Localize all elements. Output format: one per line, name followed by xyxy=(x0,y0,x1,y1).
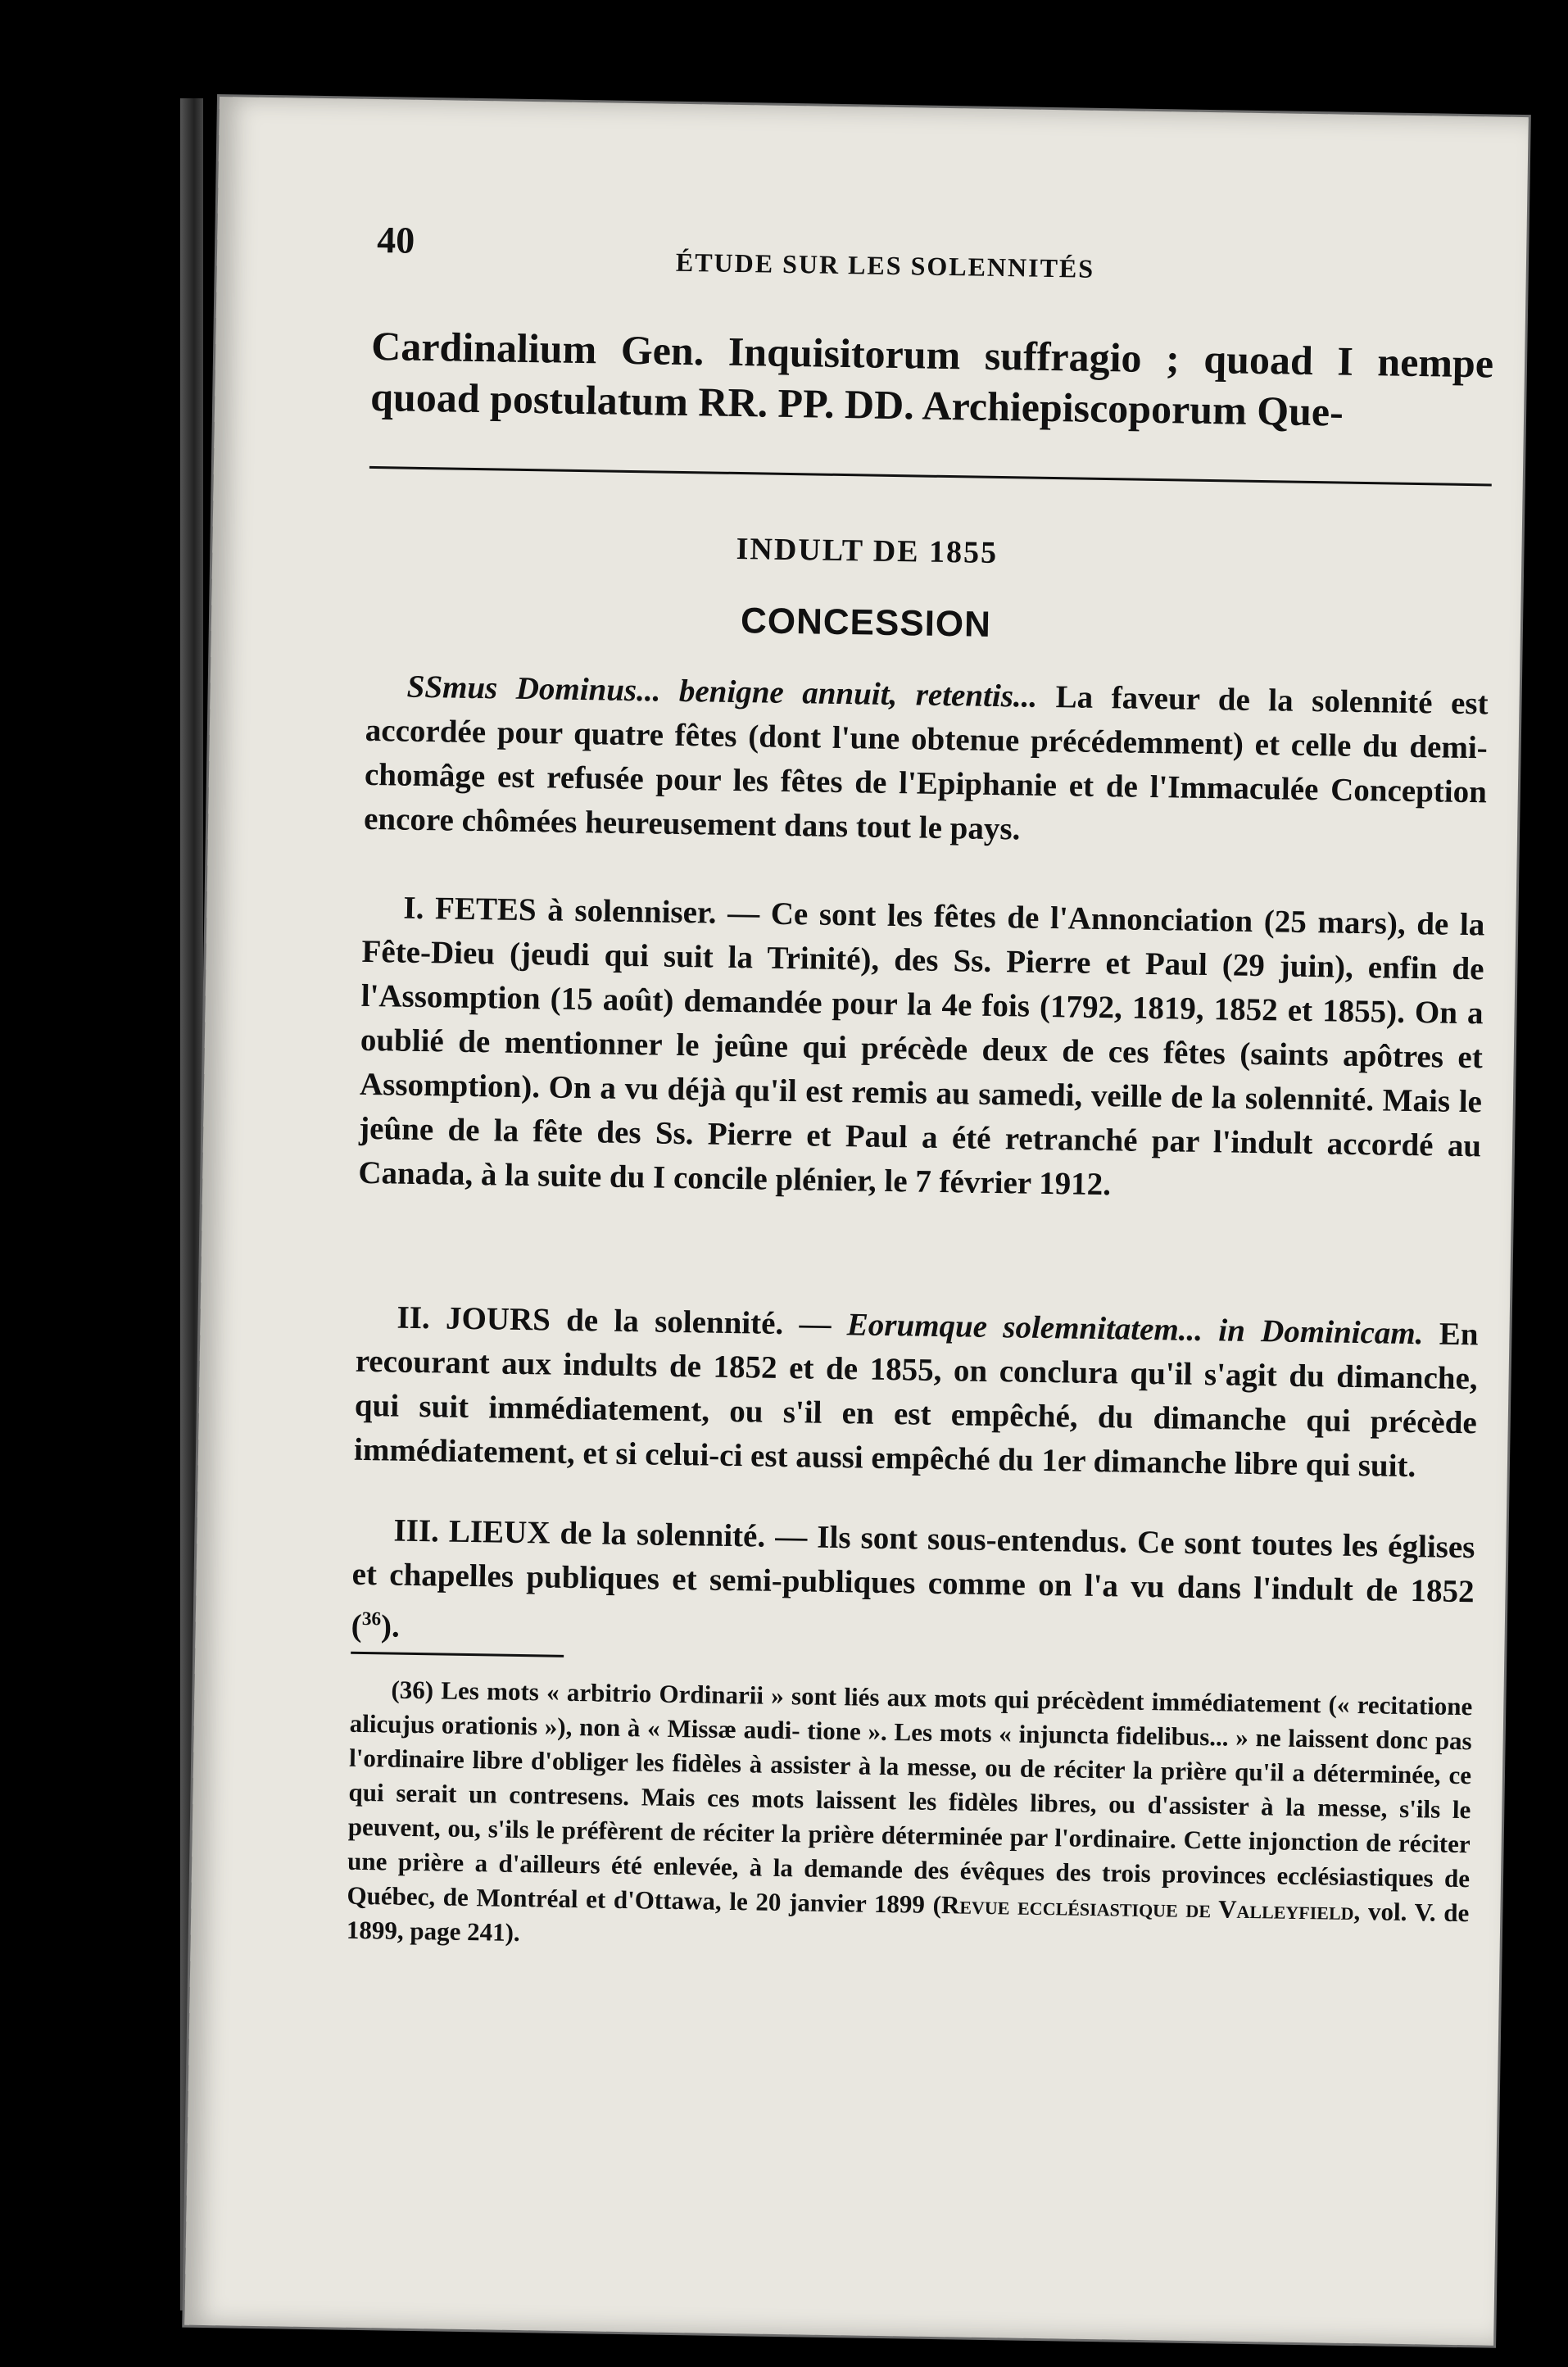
book-page xyxy=(184,97,1529,2346)
section-lieux xyxy=(351,1508,1475,1666)
continuation-text: Cardinalium Gen. Inquisitorum suffragio ; quoad I nempe quoad postulatum RR. PP. DD. Archiepiscoporum Que- xyxy=(369,322,1494,435)
section-fetes xyxy=(358,886,1485,1213)
intro-text: La faveur de la solennité est accordée pour quatre fêtes (dont l'une obtenue précédemment) et celle du demi-chomâge est refusée pour les fêtes de l'Epiphanie et de l'Immaculée Conception encore chômées heureusement dans tout le pays. xyxy=(363,678,1489,847)
page-number: 40 xyxy=(376,219,415,261)
intro-latin: SSmus Dominus... benigne annuit, retentis... xyxy=(406,669,1038,714)
footnote-text: (36) Les mots « arbitrio Ordinarii » sont liés aux mots qui précèdent immédiatement (« recitatione alicujus orationis »), non à « Missæ audi- tione ». Les mots « injuncta fidelibus... » ne laissent donc pas l'ordinaire libre d'obliger les fidèles à assister à la messe, ou de réciter la prière qu'il a déterminée, ce qui serait un contresens. Mais ces mots laissent les fidèles libres, ou d'assister à la messe, s'ils le peuvent, ou, s'ils le préfèrent de réciter la prière déterminée par l'ordinaire. Cette injonction de réciter une prière a d'ailleurs été enlevée, à la demande des évêques des trois provinces ecclésiastiques de Québec, de Montréal et d'Ottawa, le 20 janvier 1899 ( xyxy=(347,1675,1473,1920)
indult-title: INDULT DE 1855 xyxy=(736,531,999,570)
footnote-ref: 36 xyxy=(361,1607,382,1630)
section-fetes-text: — Ce sont les fêtes de l'Annonciation (25 mars), de la Fête-Dieu (jeudi qui suit la Trinité), des Ss. Pierre et Paul (29 juin), enfin de l'Assomption (15 août) demandée pour la 4e fois (1792, 1819, 1852 et 1855). On a oublié de mentionner le jeûne qui précède deux de ces fêtes (saints apôtres et Assomption). On a vu déjà qu'il est remis au samedi, veille de la solennité. Mais le jeûne de la fête des Ss. Pierre et Paul a été retranché par l'indult accordé au Canada, à la suite du I concile plénier, le 7 février 1912. xyxy=(358,895,1485,1203)
section-jours-text: En recourant aux indults de 1852 et de 1855, on conclura qu'il s'agit du dimanche, qui suit immédiatement, ou s'il en est empêché, du dimanche qui précède immédiatement, et si celui-ci est aussi empêché du 1er dimanche libre qui suit. xyxy=(353,1316,1479,1485)
footnote-source: Revue ecclésiastique de Valleyfield xyxy=(940,1890,1354,1926)
running-head: ÉTUDE SUR LES SOLENNITÉS xyxy=(675,247,1095,283)
section-lieux-text: — Ils sont sous-entendus. Ce sont toutes les églises et chapelles publiques et semi-publiques comme on l'a vu dans l'indult de 1852 ( xyxy=(351,1518,1475,1644)
section-jours-heading: II. JOURS de la solennité. — xyxy=(397,1299,848,1343)
section-lieux-heading: III. LIEUX de la solennité. xyxy=(393,1512,766,1554)
section-jours-latin: Eorumque solemnitatem... in Dominicam. xyxy=(846,1307,1424,1352)
concession-title: CONCESSION xyxy=(740,601,992,645)
section-fetes-heading: I. FETES à solenniser. xyxy=(403,890,717,931)
intro-paragraph xyxy=(364,664,1489,859)
footnote xyxy=(347,1672,1473,1965)
section-rule xyxy=(369,466,1492,487)
section-jours xyxy=(354,1295,1479,1490)
footnote-end: , vol. V. de 1899, page 241). xyxy=(346,1897,1470,1948)
section-lieux-end: ). xyxy=(380,1608,401,1644)
footnote-rule xyxy=(351,1652,564,1657)
